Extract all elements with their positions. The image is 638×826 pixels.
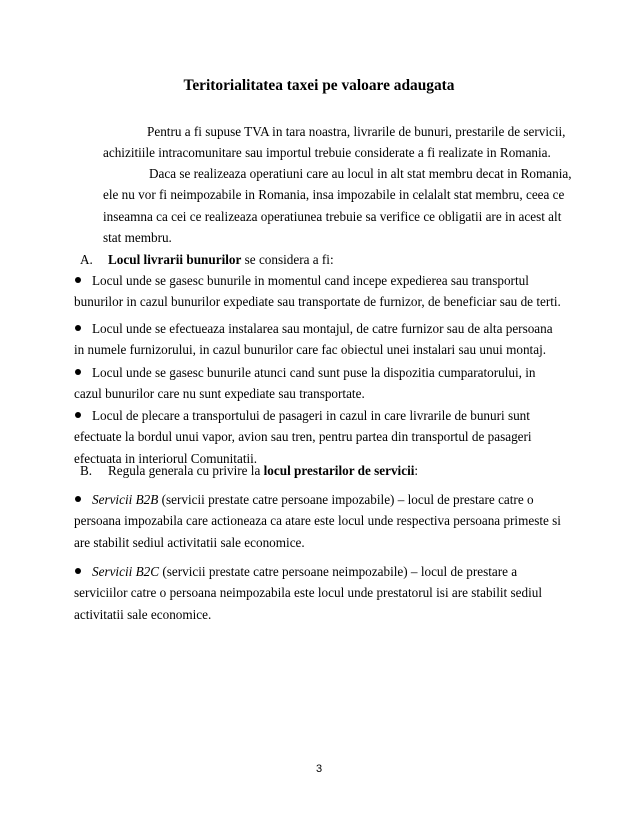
section-label: B. [80, 463, 93, 478]
service-type-label: Servicii B2C [92, 564, 160, 579]
page-number: 3 [315, 763, 323, 775]
section-heading-a [80, 249, 334, 270]
section-text-end: : [414, 463, 419, 478]
list-item-text: Locul unde se gasesc bunurile in momentul cand incepe expedierea sau transportul bunurilor in cazul bunurilor expediate sau transportate de furnizor, de beneficiar sau de terti. [74, 273, 561, 310]
section-text: se considera a fi: [241, 252, 334, 267]
paragraph-text: Daca se realizeaza operatiuni care au locul in alt stat membru decat in Romania, ele nu vor fi neimpozabile in Romania, insa impozabile in celalalt stat membru, ceea ce inseamna ca cei ce realizeaza operatiunea trebuie sa verifice ce obligatii are in acest alt stat membru. [103, 166, 572, 245]
service-type-label: Servicii B2B [92, 492, 159, 507]
list-item [74, 362, 564, 405]
list-item-text: Locul unde se efectueaza instalarea sau montajul, de catre furnizor sau de alta persoana in numele furnizorului, in cazul bunurilor care fac obiectul unei instalari sau unui montaj. [74, 321, 553, 358]
list-item-text: Locul de plecare a transportului de pasageri in cazul in care livrarile de bunuri sunt efectuate la bordul unui vapor, avion sau tren, pentru partea din transportul de pasageri efectuata in interiorul Comunitatii. [74, 408, 532, 466]
list-item [74, 270, 564, 313]
list-item-text: Locul unde se gasesc bunurile atunci cand sunt puse la dispozitia cumparatorului, in cazul bunurilor care nu sunt expediate sau transportate. [74, 365, 536, 402]
service-description: (servicii prestate catre persoane neimpozabile) – locul de prestare a serviciilor catre o persoana neimpozabila este locul unde prestatorul isi are stabilit sediul activitatii sale economice. [74, 564, 542, 622]
list-item [74, 318, 564, 361]
section-text: Regula generala cu privire la [108, 463, 264, 478]
list-item-text [74, 489, 564, 553]
section-heading-b [80, 460, 418, 481]
list-item [74, 489, 564, 553]
list-item-text [74, 561, 564, 625]
section-bold-text: locul prestarilor de servicii [263, 463, 415, 478]
page-title: Teritorialitatea taxei pe valoare adaugata [183, 77, 455, 94]
service-description: (servicii prestate catre persoane impozabile) – locul de prestare catre o persoana impozabila care actioneaza ca atare este locul unde respectiva persoana primeste si are stabilit sediul activitatii sale economice. [74, 492, 561, 550]
section-label: A. [80, 252, 93, 267]
paragraph-other-member-state [103, 163, 573, 248]
list-item [74, 561, 564, 625]
paragraph-intro [103, 121, 573, 164]
section-bold-text: Locul livrarii bunurilor [108, 252, 242, 267]
paragraph-text: Pentru a fi supuse TVA in tara noastra, livrarile de bunuri, prestarile de servicii, achizitiile intracomunitare sau importul trebuie considerate a fi realizate in Romania. [103, 124, 566, 161]
